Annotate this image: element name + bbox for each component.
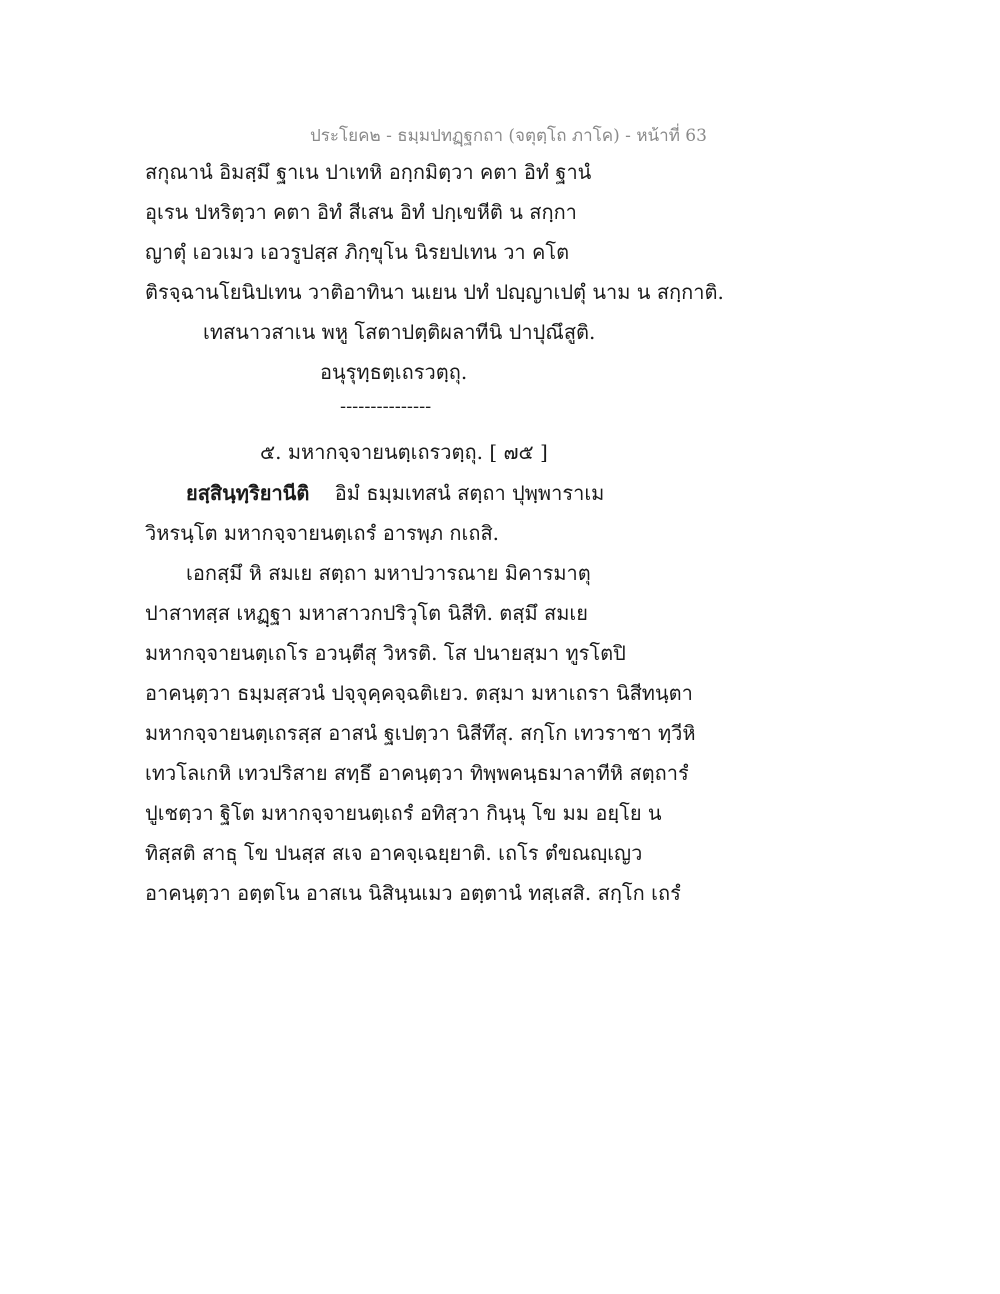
text-line: เทสนาวสาเน พหู โสตาปตฺติผลาทีนิ ปาปุณึสูติ. bbox=[203, 320, 596, 344]
text-line: ปูเชตฺวา ฐิโต มหากจฺจายนตฺเถรํ อทิสฺวา กินฺนุ โข มม อยฺโย น bbox=[145, 801, 662, 825]
story-title: ๕. มหากจฺจายนตฺเถรวตฺถุ. [ ๗๕ ] bbox=[260, 440, 548, 464]
text-line: อาคนฺตฺวา ธมฺมสฺสวนํ ปจฺจุคฺคจฺฉติเยว. ตสฺมา มหาเถรา นิสีทนฺตา bbox=[145, 681, 693, 705]
text-line: ปาสาทสฺส เหฏฺฐา มหาสาวกปริวุโต นิสีทิ. ตสฺมึ สมเย bbox=[145, 601, 588, 625]
section-separator: --------------- bbox=[340, 396, 432, 417]
story-end-title: อนุรุทฺธตฺเถรวตฺถุ. bbox=[320, 360, 468, 384]
page-header: ประโยค๒ - ธมฺมปทฏฺฐกถา (จตุตฺโถ ภาโค) - หน้าที่ 63 bbox=[310, 126, 707, 146]
text-line: มหากจฺจายนตฺเถรสฺส อาสนํ ฐเปตฺวา นิสีทึสุ. สกฺโก เทวราชา ทฺวีหิ bbox=[145, 721, 696, 745]
text-line: ติรจฺฉานโยนิปเทน วาติอาทินา นเยน ปทํ ปญฺญาเปตุํ นาม น สกฺกาติ. bbox=[145, 280, 724, 304]
verse-keyword: ยสฺสินฺทฺริยานีติ bbox=[186, 481, 310, 505]
verse-line bbox=[186, 478, 604, 508]
text-line: ทิสฺสติ สาธุ โข ปนสฺส สเจ อาคจฺเฉยฺยาติ. เถโร ตํขณญฺเญว bbox=[145, 841, 643, 865]
text-line: อุเรน ปหริตฺวา คตา อิทํ สีเสน อิทํ ปกฺเขหีติ น สกฺกา bbox=[145, 200, 577, 224]
text-line: วิหรนฺโต มหากจฺจายนตฺเถรํ อารพฺภ กเถสิ. bbox=[145, 521, 500, 545]
verse-text: อิมํ ธมฺมเทสนํ สตฺถา ปุพฺพาราเม bbox=[334, 481, 605, 505]
text-line: เอกสฺมึ หิ สมเย สตฺถา มหาปวารณาย มิคารมาตุ bbox=[186, 561, 591, 585]
text-line: สกุณานํ อิมสฺมึ ฐาเน ปาเทหิ อกฺกมิตฺวา คตา อิทํ ฐานํ bbox=[145, 160, 592, 184]
text-line: เทวโลเกหิ เทวปริสาย สทฺธึ อาคนฺตฺวา ทิพฺพคนฺธมาลาทีหิ สตฺถารํ bbox=[145, 761, 689, 785]
text-line: มหากจฺจายนตฺเถโร อวนฺตีสุ วิหรติ. โส ปนายสฺมา ทูรโตปิ bbox=[145, 641, 626, 665]
text-line: อาคนฺตฺวา อตฺตโน อาสเน นิสินฺนเมว อตฺตานํ ทสฺเสสิ. สกฺโก เถรํ bbox=[145, 881, 681, 905]
text-line: ญาตุํ เอวเมว เอวรูปสฺส ภิกฺขุโน นิรยปเทน วา คโต bbox=[145, 240, 570, 264]
